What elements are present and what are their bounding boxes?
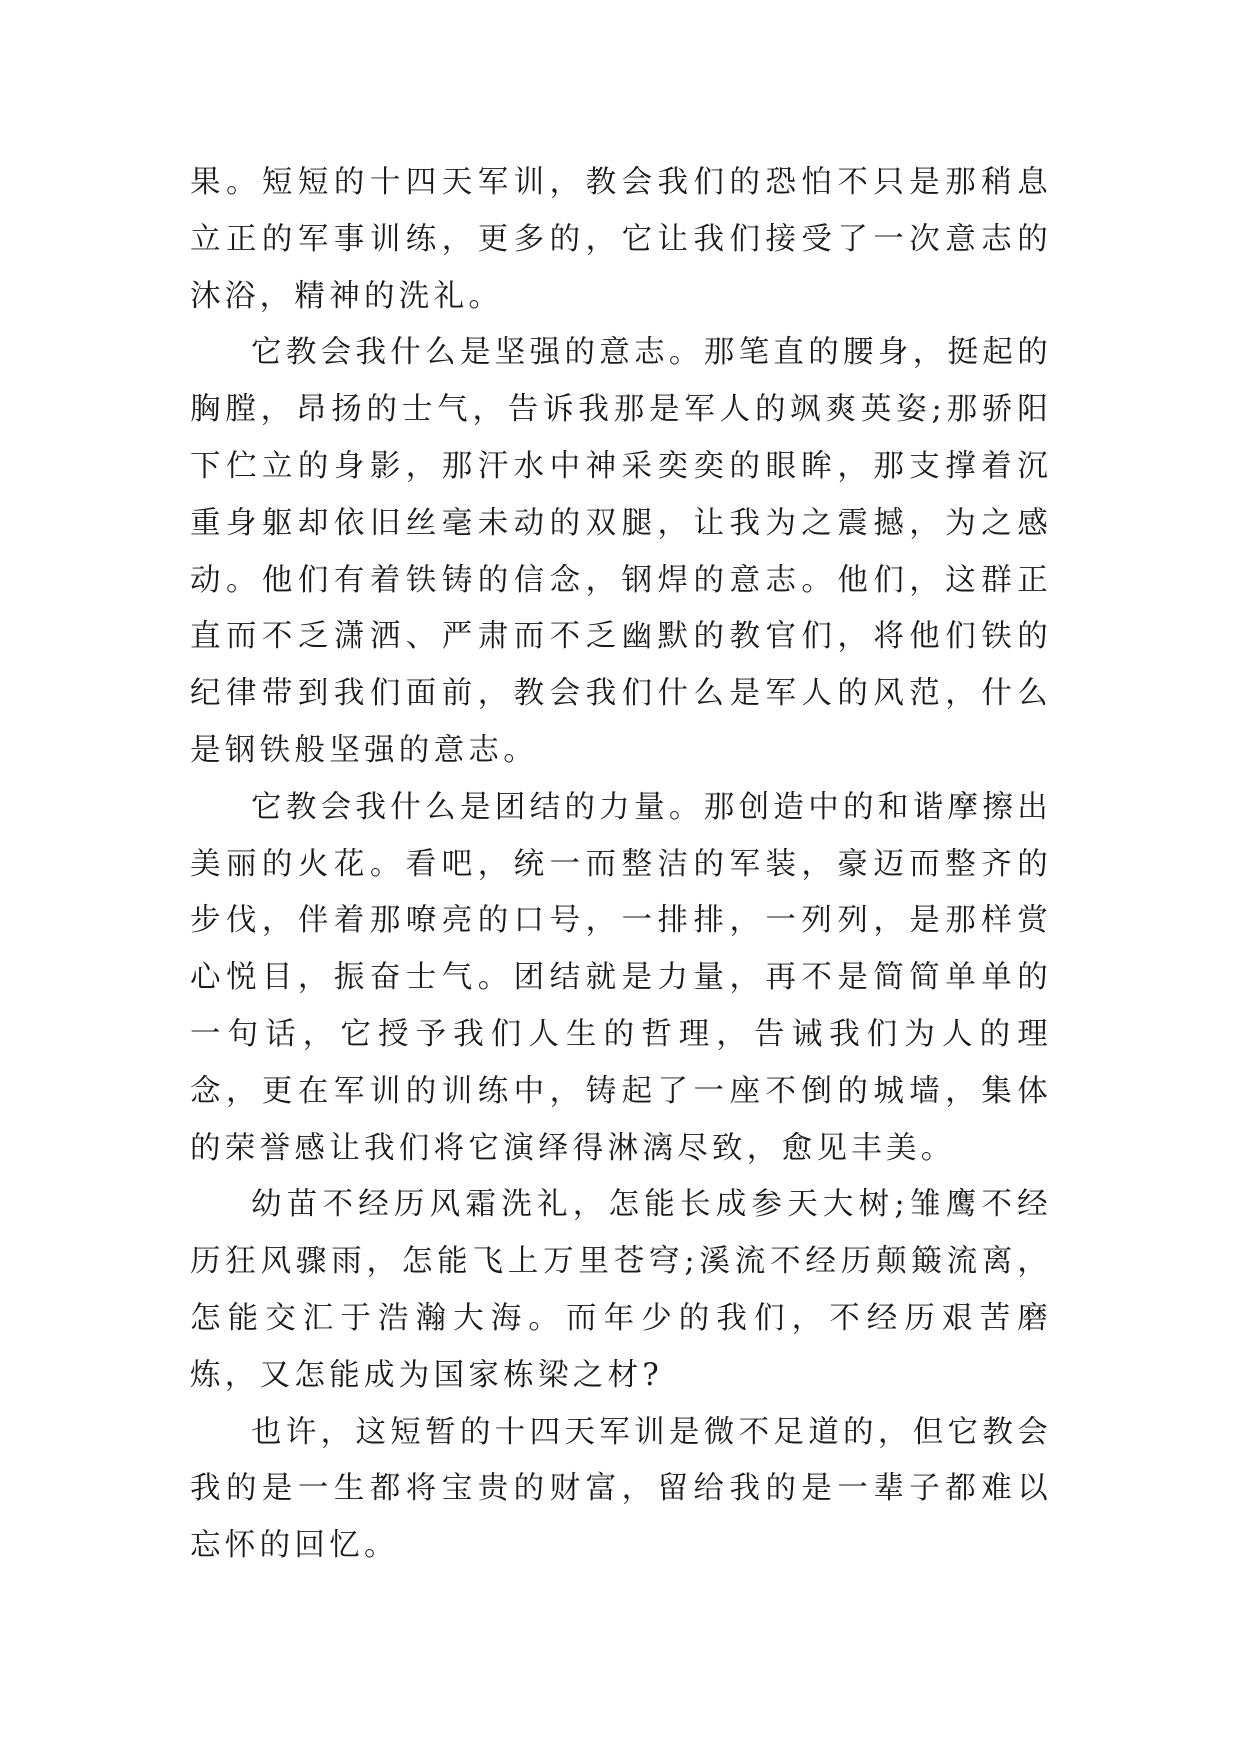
paragraph-closing-memory: 也许，这短暂的十四天军训是微不足道的，但它教会我的是一生都将宝贵的财富，留给我的是一辈子都难以忘怀的回忆。: [190, 1414, 1052, 1564]
paragraph-unity-strength: 它教会我什么是团结的力量。那创造中的和谐摩擦出美丽的火花。看吧，统一而整洁的军装，豪迈而整齐的步伐，伴着那嘹亮的口号，一排排，一列列，是那样赏心悦目，振奋士气。团结就是力量，再不是简简单单的一句话，它授予我们人生的哲理，告诫我们为人的理念，更在军训的训练中，铸起了一座不倒的城墙，集体的荣誉感让我们将它演绎得淋漓尽致，愈见丰美。: [190, 789, 1052, 1166]
paragraph-continued-opening: 果。短短的十四天军训，教会我们的恐怕不只是那稍息立正的军事训练，更多的，它让我们接受了一次意志的沐浴，精神的洗礼。: [190, 165, 1052, 314]
paragraph-strong-will: 它教会我什么是坚强的意志。那笔直的腰身，挺起的胸膛，昂扬的士气，告诉我那是军人的飒爽英姿;那骄阳下伫立的身影，那汗水中神采奕奕的眼眸，那支撑着沉重身躯却依旧丝毫未动的双腿，让我为之震撼，为之感动。他们有着铁铸的信念，钢焊的意志。他们，这群正直而不乏潇洒、严肃而不乏幽默的教官们，将他们铁的纪律带到我们面前，教会我们什么是军人的风范，什么是钢铁般坚强的意志。: [190, 335, 1052, 768]
paragraph-hardship-growth: 幼苗不经历风霜洗礼，怎能长成参天大树;雏鹰不经历狂风骤雨，怎能飞上万里苍穹;溪流不经历颠簸流离，怎能交汇于浩瀚大海。而年少的我们，不经历艰苦磨炼，又怎能成为国家栋梁之材?: [190, 1187, 1052, 1393]
document-body: [190, 155, 1052, 1575]
